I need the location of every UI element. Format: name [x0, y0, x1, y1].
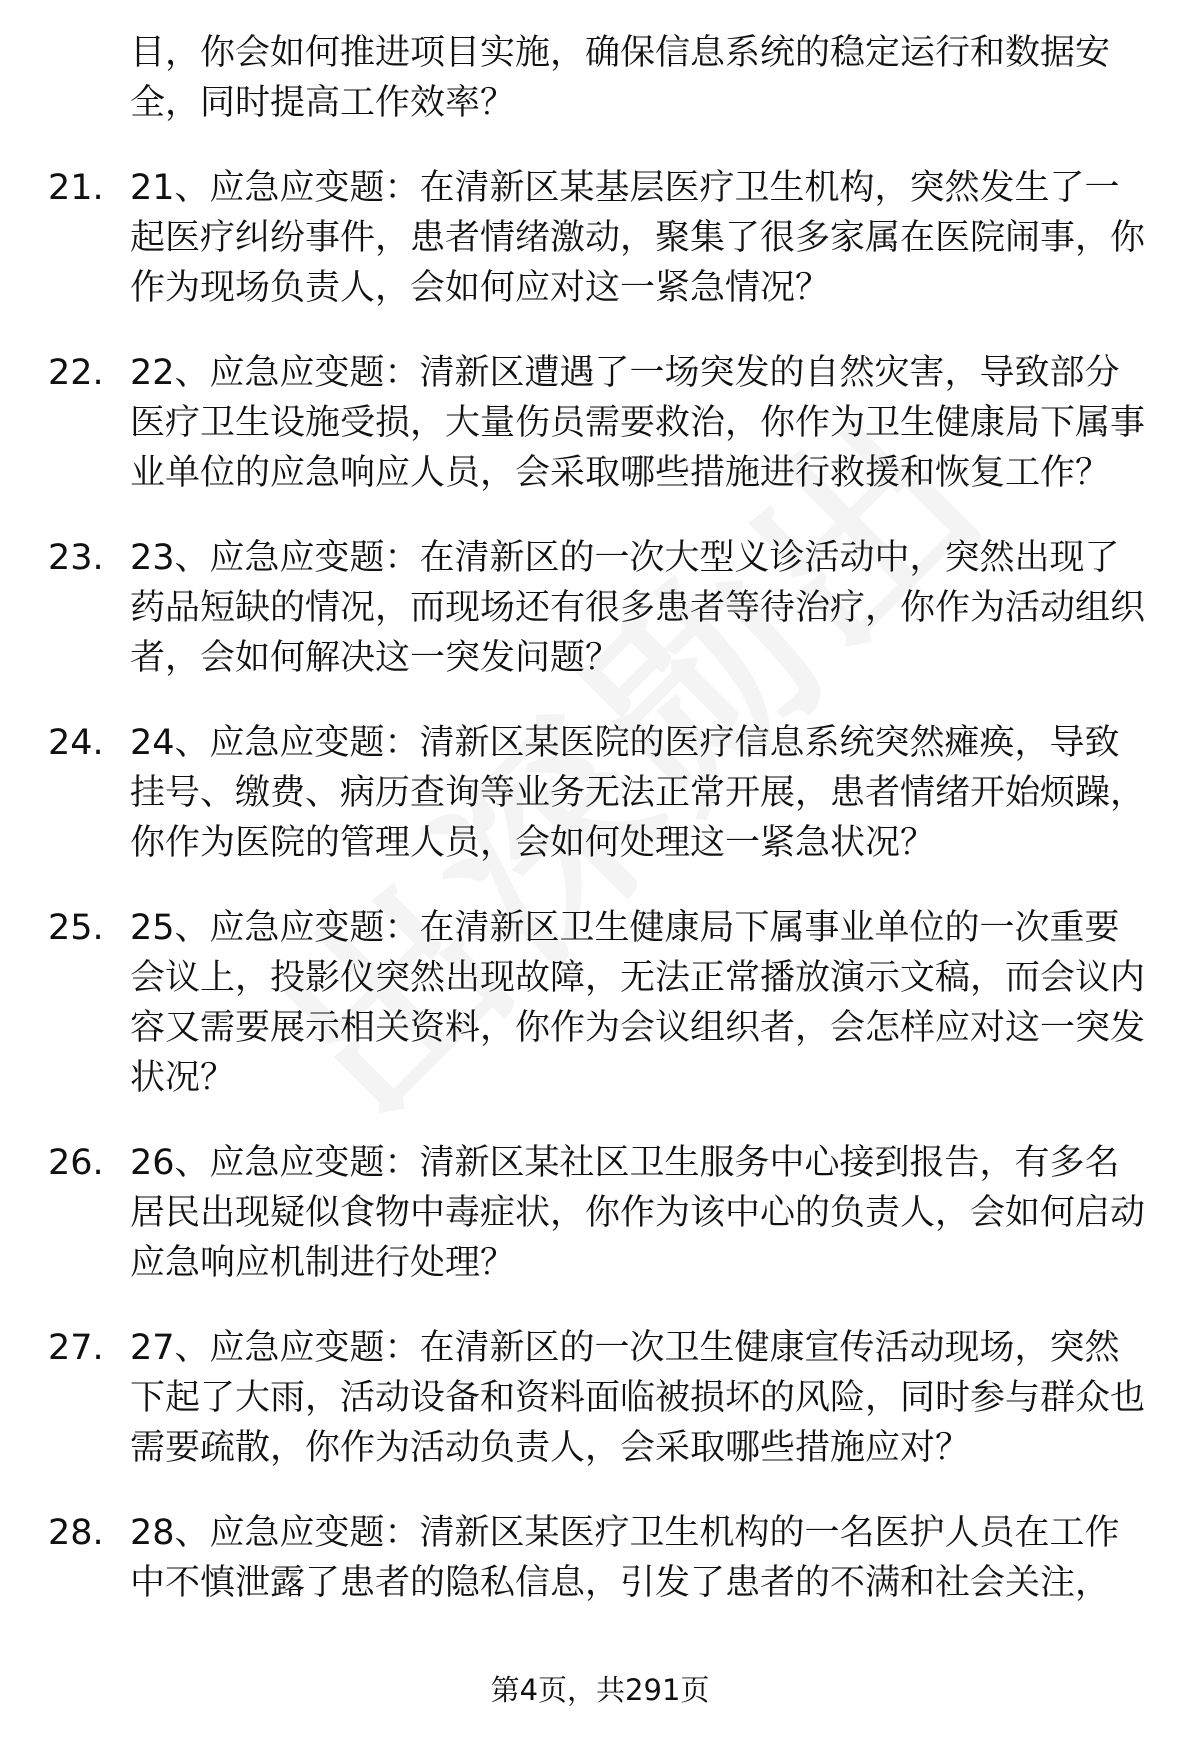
question-item-25	[0, 903, 1200, 1103]
question-number: 27.	[48, 1328, 104, 1368]
question-text: 23、应急应变题：在清新区的一次大型义诊活动中，突然出现了药品短缺的情况，而现场还有很多患者等待治疗，你作为活动组织者，会如何解决这一突发问题？	[130, 538, 1146, 678]
continuation-text: 目，你会如何推进项目实施，确保信息系统的稳定运行和数据安全，同时提高工作效率？	[130, 33, 1111, 123]
question-item-24	[0, 718, 1200, 868]
question-text: 27、应急应变题：在清新区的一次卫生健康宣传活动现场，突然下起了大雨，活动设备和资料面临被损坏的风险，同时参与群众也需要疏散，你作为活动负责人，会采取哪些措施应对？	[130, 1328, 1146, 1468]
question-list	[0, 28, 1200, 1608]
question-number: 28.	[48, 1513, 104, 1553]
question-item-26	[0, 1138, 1200, 1288]
question-number: 21.	[48, 168, 104, 208]
question-item-23	[0, 533, 1200, 683]
question-item-21	[0, 163, 1200, 313]
question-number: 24.	[48, 723, 104, 763]
question-number: 26.	[48, 1143, 104, 1183]
question-item-27	[0, 1323, 1200, 1473]
question-text: 24、应急应变题：清新区某医院的医疗信息系统突然瘫痪，导致挂号、缴费、病历查询等业务无法正常开展，患者情绪开始烦躁，你作为医院的管理人员，会如何处理这一紧急状况？	[130, 723, 1146, 863]
question-text: 21、应急应变题：在清新区某基层医疗卫生机构，突然发生了一起医疗纠纷事件，患者情绪激动，聚集了很多家属在医院闹事，你作为现场负责人，会如何应对这一紧急情况？	[130, 168, 1146, 308]
question-item-28	[0, 1508, 1200, 1608]
question-number: 22.	[48, 353, 104, 393]
question-text: 28、应急应变题：清新区某医疗卫生机构的一名医护人员在工作中不慎泄露了患者的隐私信息，引发了患者的不满和社会关注，	[130, 1513, 1120, 1603]
page-footer: 第4页，共291页	[490, 1673, 710, 1707]
question-text: 25、应急应变题：在清新区卫生健康局下属事业单位的一次重要会议上，投影仪突然出现故障，无法正常播放演示文稿，而会议内容又需要展示相关资料，你作为会议组织者，会怎样应对这一突发状况？	[130, 908, 1146, 1098]
question-item-22	[0, 348, 1200, 498]
question-text: 26、应急应变题：清新区某社区卫生服务中心接到报告，有多名居民出现疑似食物中毒症状，你作为该中心的负责人，会如何启动应急响应机制进行处理？	[130, 1143, 1146, 1283]
question-text: 22、应急应变题：清新区遭遇了一场突发的自然灾害，导致部分医疗卫生设施受损，大量伤员需要救治，你作为卫生健康局下属事业单位的应急响应人员，会采取哪些措施进行救援和恢复工作？	[130, 353, 1146, 493]
question-number: 23.	[48, 538, 104, 578]
question-number: 25.	[48, 908, 104, 948]
